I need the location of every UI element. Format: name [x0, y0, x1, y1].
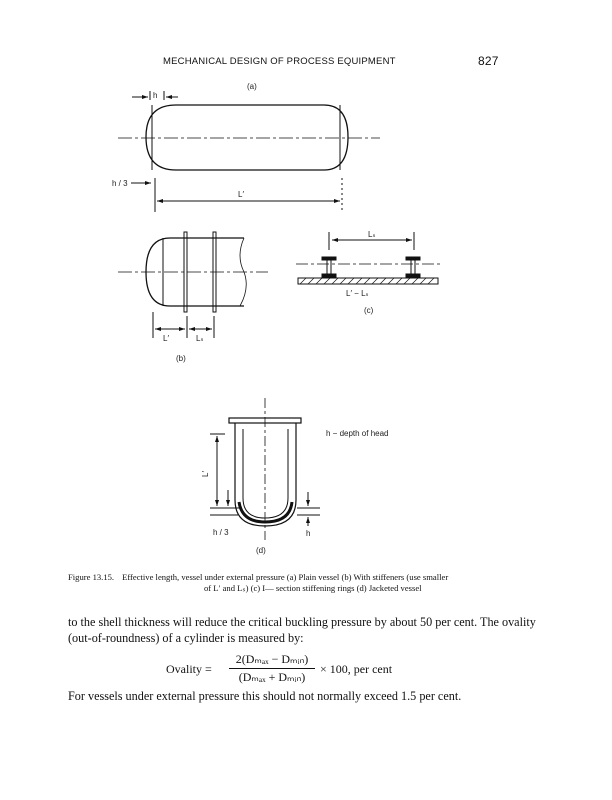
diagram-a-plain-vessel — [118, 91, 380, 212]
figure-caption — [68, 572, 538, 594]
label-h3-a: h / 3 — [112, 179, 128, 188]
body-paragraph-2: For vessels under external pressure this should not normally exceed 1.5 per cent. — [68, 689, 462, 703]
label-ls-c: Lₛ — [368, 230, 376, 239]
caption-label: Figure 13.15. — [68, 572, 115, 582]
label-h3-d: h / 3 — [213, 528, 229, 537]
ovality-equation — [166, 652, 496, 692]
page-number: 827 — [478, 54, 499, 68]
label-h-a: h — [153, 91, 158, 100]
label-lprime-d: L′ — [201, 471, 210, 477]
equation-rhs: × 100, per cent — [320, 662, 393, 676]
label-h-d: h — [306, 529, 311, 538]
diagram-d-jacketed-vessel — [210, 398, 320, 540]
equation-fraction — [229, 652, 315, 685]
running-header-title: MECHANICAL DESIGN OF PROCESS EQUIPMENT — [163, 56, 396, 67]
label-a: (a) — [247, 82, 257, 91]
label-lprime-b: L′ — [163, 334, 169, 343]
label-lprime-a: L′ — [238, 190, 244, 199]
diagram-c-i-section-rings — [296, 232, 440, 284]
equation-numerator: 2(Dₘₐₓ − Dₘᵢₙ) — [229, 652, 315, 669]
body-paragraph-1: to the shell thickness will reduce the critical buckling pressure by about 50 per cent. The ovality (out-of-roundness) of a cylinder is measured by: — [68, 615, 536, 645]
caption-line-1: Effective length, vessel under external pressure (a) Plain vessel (b) With stiffeners (use smaller — [122, 572, 449, 582]
label-lprime-minus-ls: L′ − Lₛ — [346, 289, 369, 298]
equation-denominator: (Dₘₐₓ + Dₘᵢₙ) — [238, 670, 306, 684]
equation-lhs: Ovality = — [166, 662, 212, 676]
label-c: (c) — [364, 306, 374, 315]
label-ls-b: Lₛ — [196, 334, 204, 343]
caption-line-2: of L′ and Lₛ) (c) I— section stiffening rings (d) Jacketed vessel — [204, 583, 422, 593]
label-b: (b) — [176, 354, 186, 363]
diagram-b-stiffened-vessel — [118, 232, 268, 338]
label-d: (d) — [256, 546, 266, 555]
label-depth-of-head: h − depth of head — [326, 429, 389, 438]
